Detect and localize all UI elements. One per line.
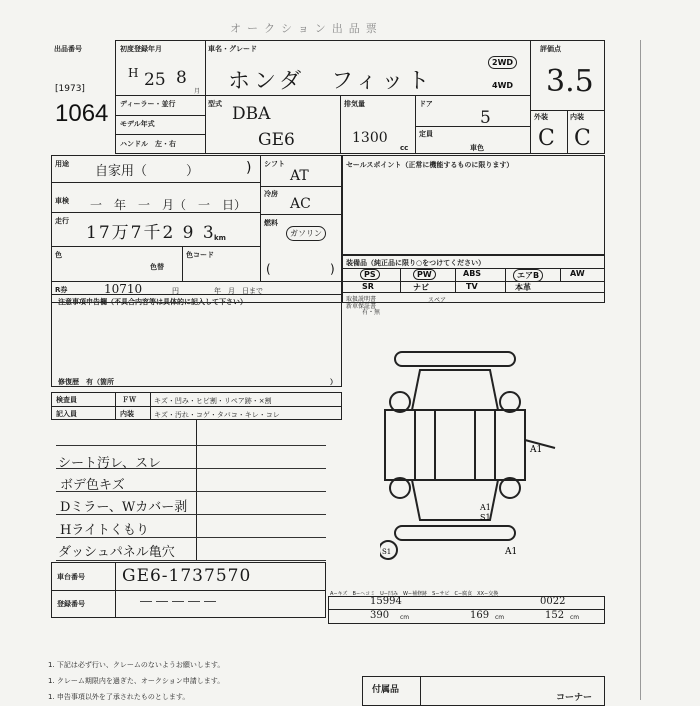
fuel-open: ( (266, 262, 271, 276)
length-unit: cm (400, 614, 410, 621)
model-label: 型式 (208, 100, 222, 108)
model-prefix: DBA (232, 104, 271, 124)
fuel-value: ガソリン (286, 226, 326, 241)
displacement-label: 排気量 (344, 100, 365, 108)
note-line-2: ボデ色キズ (60, 478, 125, 493)
footnote-2: 1. クレーム期限内を過ぎた、オークション申請します。 (48, 677, 225, 685)
height: 152 (545, 610, 565, 621)
ext-label: 外装 (534, 113, 548, 121)
usage-label: 用途 (55, 160, 69, 168)
capacity-label: 定員 (419, 130, 433, 138)
first-reg-era: H (128, 66, 139, 80)
mark-rear: A1 (505, 547, 518, 557)
auction-num: 0022 (540, 596, 566, 607)
drive-4wd: 4WD (492, 81, 514, 90)
warranty-label: 新車保証書 (346, 303, 377, 310)
recycle-label: R券 (55, 286, 68, 294)
model-code: GE6 (258, 130, 295, 150)
doors-value: 5 (480, 108, 491, 128)
auction-legend: A−キズ B−ヘコミ U−凹み W−補修跡 S−サビ C−腐食 XX−交換 (330, 591, 499, 597)
note-line-5: ダッシュパネル亀穴 (58, 545, 175, 560)
corner-label: コーナー (556, 693, 593, 703)
drive-2wd: 2WD (488, 56, 517, 69)
manual-value: 有・無 (362, 309, 381, 316)
note-line-1: シート汚レ、スレ (58, 456, 161, 471)
sales-point-label: セールスポイント（正常に機能するものに限ります） (346, 161, 514, 169)
repair-history-end: ） (330, 378, 337, 386)
displacement-value: 1300 (352, 130, 388, 146)
interior-label: 内装 (120, 410, 134, 418)
equip-airbag: エアB (513, 269, 543, 282)
body-color-label: 車色 (470, 144, 484, 152)
usage-value: 自家用（ ） (95, 164, 200, 179)
aircon-label: 冷房 (264, 190, 278, 198)
damage-diagram (380, 340, 570, 570)
mark-trunk: A1 (480, 503, 491, 512)
reg-no-label: 登録番号 (57, 600, 85, 608)
note-line-4: Hライトくもり (60, 523, 149, 538)
width: 169 (470, 610, 490, 621)
mileage-label: 走行 (55, 217, 69, 225)
left-side (385, 410, 415, 480)
first-reg-label: 初度登録年月 (120, 45, 162, 53)
equip-aw: AW (570, 269, 585, 278)
right-side (495, 410, 525, 480)
mileage-unit: km (214, 234, 226, 242)
note-line-3: Dミラー、Wカバー剥 (60, 500, 188, 515)
footnote-1: 1. 下記は必ず行い、クレームのないようお願いします。 (48, 661, 225, 669)
shift-value: AT (290, 168, 309, 184)
equip-ps: PS (360, 269, 380, 280)
spare-label: スペア (428, 297, 447, 304)
auction-code: 15994 (370, 596, 402, 607)
recycle-value: 10710 (104, 282, 143, 296)
equip-navi: ナビ (413, 283, 429, 292)
fuel-close: ) (330, 262, 335, 276)
hood (412, 370, 498, 410)
rear-bumper (395, 526, 515, 540)
mark-spare: S1 (382, 548, 392, 556)
width-unit: cm (495, 614, 505, 621)
front-bumper (395, 352, 515, 366)
height-unit: cm (570, 614, 580, 621)
int-grade: C (574, 126, 591, 151)
writer-label: 記入員 (56, 410, 77, 418)
mileage-value: 17万7千2 9 3 (86, 223, 216, 243)
roof (435, 410, 475, 480)
lot-number: 1064 (55, 100, 109, 127)
recycle-unit: 円 (172, 287, 179, 295)
sales-point-box (342, 155, 605, 255)
fw-label: ＦＷ (122, 396, 136, 404)
footnote-3: 1. 申告事項以外を了承されたものとします。 (48, 693, 190, 701)
equip-sr: SR (362, 282, 374, 291)
fw-items: キズ・凹み・ヒビ割・リペア跡・×割 (154, 397, 272, 405)
dealer-label: ディーラー・並行 (120, 100, 176, 108)
car-name-label: 車名・グレード (208, 45, 257, 53)
mark-trunk-2: S1 (480, 513, 491, 522)
car-name: ホンダ フィット (228, 69, 434, 94)
color-change-label: 色替 (150, 263, 164, 271)
ext-grade: C (538, 126, 555, 151)
shift-label: シフト (264, 160, 285, 168)
equip-abs: ABS (463, 269, 482, 278)
frame-label: 車台番号 (57, 573, 85, 581)
lot-no-label: 出品番号 (54, 45, 82, 53)
month-unit: 月 (194, 88, 201, 95)
caution-box (51, 294, 342, 387)
length: 390 (370, 610, 390, 621)
reg-no-value: ――――― (140, 594, 220, 608)
aircon-value: AC (290, 196, 311, 212)
inspection-label: 車検 (55, 197, 69, 205)
equip-tv: TV (466, 282, 478, 291)
color-label: 色 (55, 251, 62, 259)
score-value: 3.5 (546, 64, 594, 99)
model-year-label: モデル年式 (120, 120, 155, 128)
fuel-label: 燃料 (264, 219, 278, 227)
doors-label: ドア (419, 100, 433, 108)
int-label: 内装 (570, 113, 584, 121)
interior-items: キズ・汚れ・コゲ・タバコ・キレ・コレ (154, 411, 280, 419)
lot-tag: [1973] (55, 84, 85, 94)
score-label: 評価点 (540, 45, 561, 53)
manual-label: 取扱説明書 (346, 296, 377, 303)
mark-right: A1 (530, 445, 543, 455)
color-code-label: 色コード (186, 251, 214, 259)
inspection-value: 一 年 一 月（ 一 日） (90, 198, 247, 212)
caution-label: 注意事項申告欄（不具合内容等は具体的に記入して下さい） (58, 298, 247, 306)
usage-close: ) (246, 160, 252, 176)
sheet-title: オークション出品票 (230, 22, 383, 35)
accessory-label: 付属品 (372, 685, 400, 695)
displacement-unit: cc (400, 144, 409, 152)
first-reg-month: 8 (176, 68, 187, 88)
handle-label: ハンドル 左・右 (120, 140, 176, 148)
equipment-label: 装備品（純正品に限り○をつけてください） (346, 259, 486, 267)
repair-history-label: 修復歴 有（箇所 (58, 378, 114, 386)
first-reg-year: 25 (144, 70, 166, 90)
recycle-date: 年 月 日まで (214, 287, 263, 295)
checker-label: 検査員 (56, 396, 77, 404)
frame-value: GE6-1737570 (122, 566, 252, 586)
equip-leather: 本革 (515, 283, 531, 292)
equip-pw: PW (413, 269, 436, 280)
